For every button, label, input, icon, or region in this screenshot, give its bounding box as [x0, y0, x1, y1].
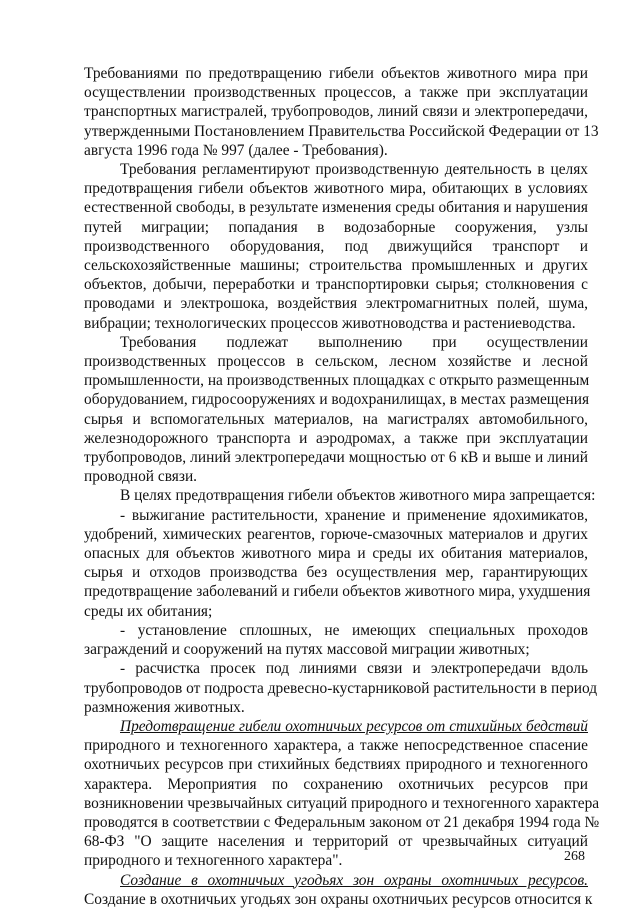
text-line: естественной свободы, в результате изменения среды обитания и нарушения — [84, 199, 588, 217]
paragraph-prohibited-intro — [84, 486, 596, 505]
text-line: природного и техногенного характера, а также непосредственное спасение — [84, 737, 588, 755]
text-line: заграждений и сооружений на путях массовой миграции животных; — [84, 641, 530, 659]
text-line: - установление сплошных, не имеющих специальных проходов — [120, 621, 588, 639]
text-line: - выжигание растительности, хранение и применение ядохимикатов, — [120, 506, 588, 524]
text-line: осуществлении производственных процессов, а также при эксплуатации — [84, 84, 588, 102]
text-line — [84, 871, 588, 890]
text-line: оборудованием, гидросооружениях и водохранилищах, в местах размещения — [84, 391, 590, 409]
text-line: сельскохозяйственные машины; строительства промышленных и других — [84, 257, 588, 275]
list-item-fences — [84, 621, 588, 659]
text-line: сырья и вспомогательных материалов, на магистралях автомобильного, — [84, 410, 588, 428]
text-line: - расчистка просек под линиями связи и электропередачи вдоль — [120, 660, 588, 678]
text-line: удобрений, химических реагентов, горюче-смазочных материалов и других — [84, 525, 588, 543]
underlined-heading: Создание в охотничьих угодьях зон охраны охотничьих ресурсов. — [120, 871, 588, 889]
paragraph-requirements-scope — [84, 333, 588, 487]
document-page — [84, 64, 600, 909]
paragraph-requirements-intro — [84, 64, 599, 160]
text-line: трубопроводов от подроста древесно-кустарниковой растительности в период — [84, 679, 598, 697]
page-number: 268 — [564, 849, 585, 864]
list-item-clearing — [84, 659, 598, 717]
text-line: опасных для объектов животного мира и среды их обитания материалов, — [84, 545, 588, 563]
text-line: августа 1996 года № 997 (далее - Требования). — [84, 141, 388, 159]
text-line: трубопроводов, линий электропередачи мощностью от 6 кВ и выше и линий — [84, 449, 588, 467]
text-line: природного и техногенного характера". — [84, 852, 343, 870]
paragraph-requirements-regulate — [84, 160, 588, 333]
paragraph-disaster-prevention — [84, 717, 600, 871]
text-line: производственных процессов в сельском, лесном хозяйстве и лесной — [84, 353, 588, 371]
text-line: путей миграции; попадания в водозаборные сооружения, узлы — [84, 218, 588, 236]
text-line: предотвращение заболеваний и гибели объектов животного мира, ухудшения — [84, 583, 591, 601]
text-line — [84, 717, 588, 736]
text-line: вибрации; технологических процессов животноводства и растениеводства. — [84, 314, 576, 332]
text-line: среды их обитания; — [84, 602, 213, 620]
text-line: Требованиями по предотвращению гибели объектов животного мира при — [84, 65, 588, 82]
text-line: сырья и отходов производства без осуществления мер, гарантирующих — [84, 564, 588, 582]
text-line: проводной связи. — [84, 468, 198, 486]
text-line: проводами и электрошока, воздействия электромагнитных полей, шума, — [84, 295, 588, 313]
text-line: размножения животных. — [84, 698, 245, 716]
text-line: Требования подлежат выполнению при осуществлении — [120, 333, 588, 351]
text-line: Создание в охотничьих угодьях зон охраны охотничьих ресурсов относится к — [84, 890, 593, 908]
text-line: утвержденными Постановлением Правительства Российской Федерации от 13 — [84, 122, 599, 140]
paragraph-protection-zones — [84, 871, 593, 909]
text-line: железнодорожного транспорта и аэродромах, а также при эксплуатации — [84, 429, 588, 447]
text-line: Требования регламентируют производственную деятельность в целях — [120, 161, 588, 179]
text-line: объектов, добычи, переработки и транспортировки сырья; столкновения с — [84, 276, 588, 294]
text-line: охотничьих ресурсов при стихийных бедствиях природного и техногенного — [84, 756, 588, 774]
text-line: В целях предотвращения гибели объектов животного мира запрещается: — [120, 487, 596, 505]
text-line: характера. Мероприятия по сохранению охотничьих ресурсов при — [84, 775, 588, 793]
text-line: транспортных магистралей, трубопроводов, линий связи и электропередачи, — [84, 103, 588, 121]
text-line: предотвращения гибели объектов животного мира, обитающих в условиях — [84, 180, 588, 198]
text-line: производственного оборудования, под движущийся транспорт и — [84, 237, 588, 255]
underlined-heading: Предотвращение гибели охотничьих ресурсов от стихийных бедствий — [120, 717, 588, 735]
list-item-burning — [84, 506, 591, 621]
text-line: 68-ФЗ "О защите населения и территорий от чрезвычайных ситуаций — [84, 833, 588, 851]
text-line: промышленности, на производственных площадках с открыто размещенным — [84, 372, 590, 390]
text-line: возникновении чрезвычайных ситуаций природного и техногенного характера — [84, 794, 600, 812]
text-line: проводятся в соответствии с Федеральным законом от 21 декабря 1994 года № — [84, 813, 600, 831]
